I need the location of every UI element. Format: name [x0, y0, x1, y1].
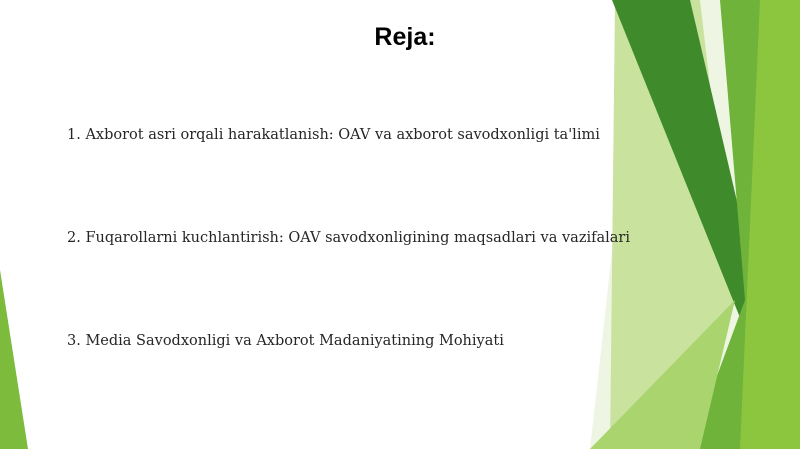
left-green-sliver	[0, 270, 28, 449]
list-item-2: 2. Fuqarollarni kuchlantirish: OAV savodxonligining maqsadlari va vazifalari	[67, 230, 630, 246]
slide-title: Reja:	[374, 23, 436, 51]
list-item-3: 3. Media Savodxonligi va Axborot Madaniyatining Mohiyati	[67, 333, 504, 349]
list-item-1: 1. Axborot asri orqali harakatlanish: OAV va axborot savodxonligi ta'limi	[67, 127, 600, 143]
